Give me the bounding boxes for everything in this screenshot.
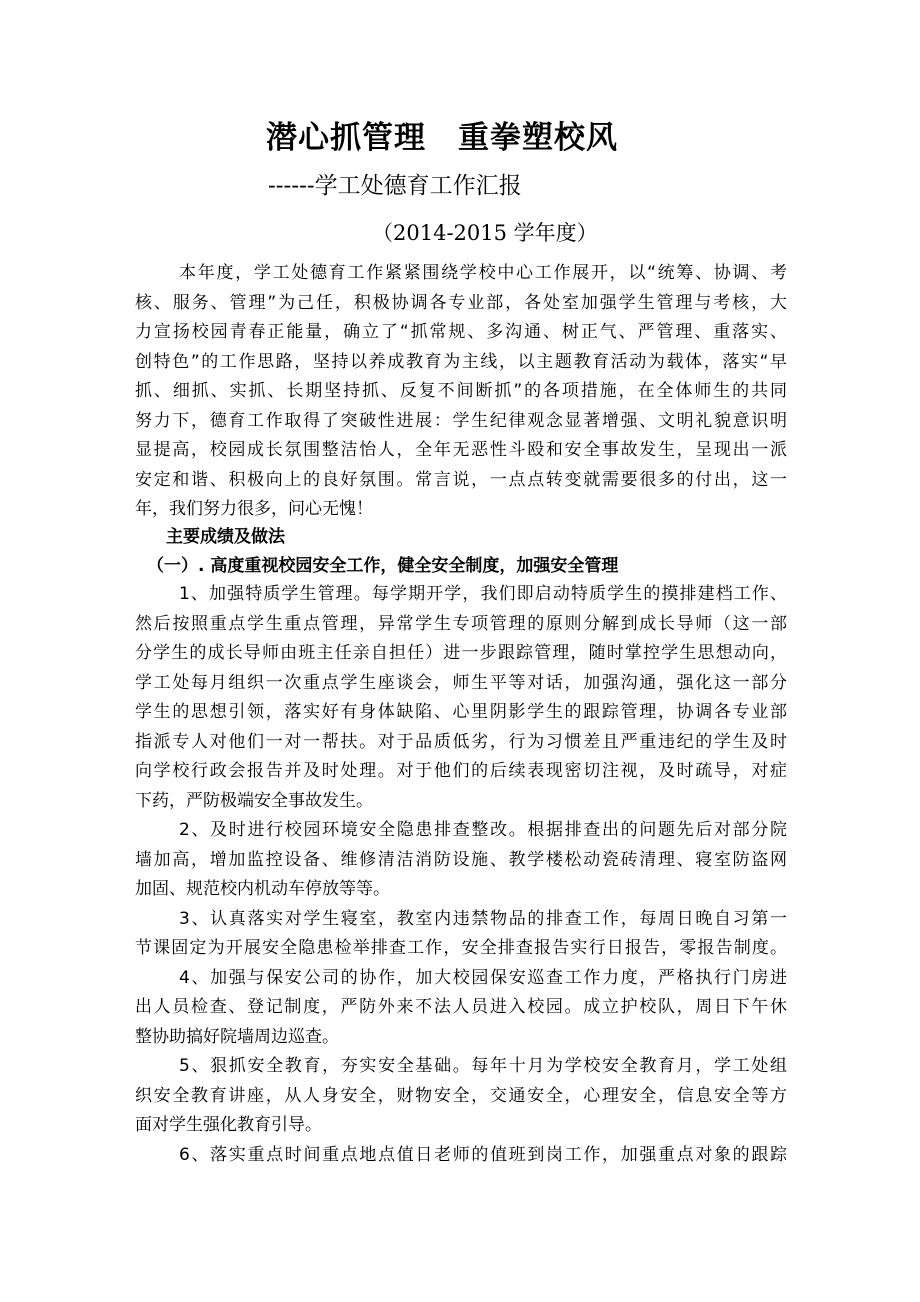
academic-year: （2014-2015 学年度） bbox=[372, 221, 598, 245]
text-line: 抓、细抓、实抓、长期坚持抓、反复不间断抓”的各项措施，在全体师生的共同 bbox=[135, 381, 787, 401]
text-line: 努力下，德育工作取得了突破性进展：学生纪律观念显著增强、文明礼貌意识明 bbox=[135, 410, 787, 431]
subsection-heading: （一）. 高度重视校园安全工作，健全安全制度，加强安全管理 bbox=[147, 556, 619, 576]
text-line: 2、及时进行校园环境安全隐患排查整改。根据排查出的问题先后对部分院 bbox=[179, 820, 787, 840]
text-line: 节课固定为开展安全隐患检举排查工作，安全排查报告实行日报告，零报告制度。 bbox=[135, 938, 787, 958]
text-line: 加固、规范校内机动车停放等等。 bbox=[135, 879, 390, 899]
text-line: 向学校行政会报告并及时处理。对于他们的后续表现密切注视，及时疏导，对症 bbox=[135, 761, 787, 781]
list-item bbox=[135, 816, 787, 905]
list-item bbox=[135, 905, 787, 964]
list-item bbox=[135, 1052, 787, 1141]
text-line: 力宣扬校园青春正能量，确立了“抓常规、多沟通、树正气、严管理、重落实、 bbox=[135, 322, 787, 342]
text-line: 安定和谐、积极向上的良好氛围。常言说，一点点转变就需要很多的付出，这一 bbox=[135, 469, 787, 490]
list-item bbox=[135, 580, 787, 816]
text-line: 1、加强特质学生管理。每学期开学，我们即启动特质学生的摸排建档工作、 bbox=[179, 584, 787, 604]
page-title: 潜心抓管理 重拳塑校风 bbox=[266, 120, 618, 156]
text-line: 核、服务、管理”为己任，积极协调各专业部，各处室加强学生管理与考核，大 bbox=[135, 292, 787, 313]
list-item bbox=[135, 1141, 787, 1171]
text-line: 下药，严防极端安全事故发生。 bbox=[135, 790, 373, 811]
text-line: 创特色”的工作思路，坚持以养成教育为主线，以主题教育活动为载体，落实“早 bbox=[135, 351, 787, 372]
text-line: 指派专人对他们一对一帮扶。对于品质低劣，行为习惯差且严重违纪的学生及时 bbox=[135, 731, 787, 752]
text-line: 整协助搞好院墙周边巡查。 bbox=[135, 1026, 339, 1047]
text-line: 墙加高，增加监控设备、维修清洁消防设施、教学楼松动瓷砖清理、寝室防盗网 bbox=[135, 849, 787, 870]
text-line: 5、狠抓安全教育，夯实安全基础。每年十月为学校安全教育月，学工处组 bbox=[179, 1056, 787, 1076]
list-item bbox=[135, 964, 787, 1053]
text-line: 3、认真落实对学生寝室，教室内违禁物品的排查工作，每周日晚自习第一 bbox=[179, 908, 787, 929]
text-line: 面对学生强化教育引导。 bbox=[135, 1115, 322, 1135]
text-line: 学生的思想引领，落实好有身体缺陷、心里阴影学生的跟踪管理，协调各专业部 bbox=[135, 702, 787, 722]
page-subtitle: ------学工处德育工作汇报 bbox=[268, 173, 522, 199]
measures-list bbox=[135, 580, 787, 1170]
section-heading: 主要成绩及做法 bbox=[166, 527, 285, 547]
text-line: 年，我们努力很多，问心无愧！ bbox=[135, 499, 373, 519]
text-line: 显提高，校园成长氛围整洁怡人，全年无恶性斗殴和安全事故发生，呈现出一派 bbox=[135, 440, 787, 460]
text-line: 分学生的成长导师由班主任亲自担任）进一步跟踪管理，随时掌控学生思想动向， bbox=[135, 643, 787, 663]
text-line: 然后按照重点学生重点管理，异常学生专项管理的原则分解到成长导师（这一部 bbox=[135, 613, 787, 634]
text-line: 4、加强与保安公司的协作，加大校园保安巡查工作力度，严格执行门房进 bbox=[179, 967, 787, 988]
text-line: 6、落实重点时间重点地点值日老师的值班到岗工作，加强重点对象的跟踪 bbox=[179, 1144, 787, 1165]
text-line: 本年度，学工处德育工作紧紧围绕学校中心工作展开，以“统筹、协调、考 bbox=[179, 263, 787, 283]
text-line: 学工处每月组织一次重点学生座谈会，师生平等对话，加强沟通，强化这一部分 bbox=[135, 672, 787, 693]
text-line: 织安全教育讲座，从人身安全，财物安全，交通安全，心理安全，信息安全等方 bbox=[135, 1085, 787, 1106]
text-line: 出人员检查、登记制度，严防外来不法人员进入校园。成立护校队，周日下午休 bbox=[135, 997, 787, 1017]
intro-paragraph bbox=[135, 259, 787, 525]
